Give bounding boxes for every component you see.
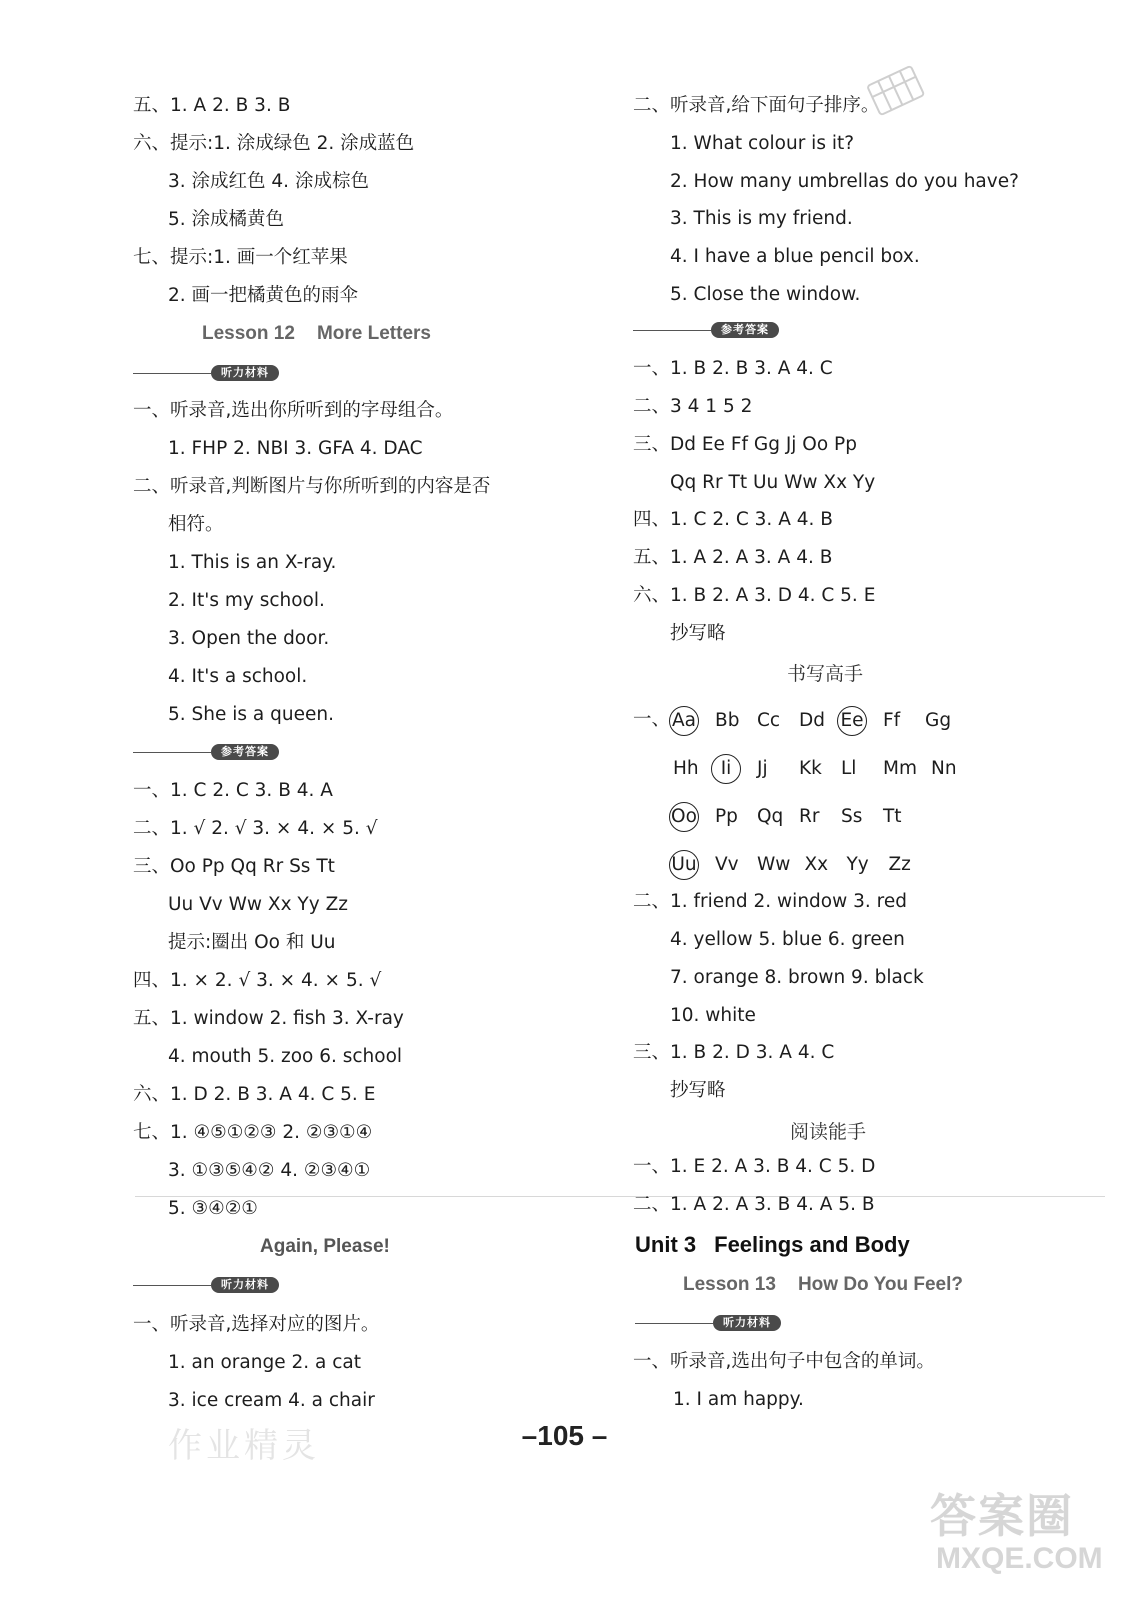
answer-line: 7. orange 8. brown 9. black: [670, 967, 924, 988]
question-line: 2. It's my school.: [168, 590, 325, 611]
answer-line: 二、1. A 2. A 3. B 4. A 5. B: [633, 1194, 875, 1215]
answer-line: 4. mouth 5. zoo 6. school: [168, 1046, 403, 1067]
answer-line: 抄写略: [670, 623, 726, 644]
letter-pair: [715, 754, 743, 784]
letter-pair: Ww: [757, 854, 791, 875]
lesson-number: Lesson 13: [683, 1274, 776, 1295]
answer-line: 六、1. D 2. B 3. A 4. C 5. E: [133, 1084, 376, 1105]
question-line: 2. How many umbrellas do you have?: [670, 171, 1019, 192]
tag-label: 参考答案: [711, 322, 779, 338]
answer-line: 三、Dd Ee Ff Gg Jj Oo Pp: [633, 434, 857, 455]
answer-line: 5. ③④②①: [168, 1198, 258, 1219]
circled-letter: Oo: [669, 802, 699, 832]
question-line: 1. What colour is it?: [670, 133, 855, 154]
question-line: 1. an orange 2. a cat: [168, 1352, 361, 1373]
letter-pair: Jj: [757, 758, 768, 779]
answer-line: 三、1. B 2. D 3. A 4. C: [633, 1042, 835, 1063]
question-line: 5. She is a queen.: [168, 704, 334, 725]
question-line: 4. I have a blue pencil box.: [670, 246, 920, 267]
answer-line: 五、1. A 2. B 3. B: [133, 95, 291, 116]
letter-pair: Pp: [715, 806, 738, 827]
answer-line: 七、提示:1. 画一个红苹果: [133, 247, 348, 268]
answer-line: 一、1. C 2. C 3. B 4. A: [133, 780, 333, 801]
circled-letter: Ii: [711, 754, 741, 784]
letter-pair: Ff: [883, 710, 901, 731]
answer-line: 三、Oo Pp Qq Rr Ss Tt: [133, 856, 335, 877]
letter-pair: Qq: [757, 806, 784, 827]
letter-pair: [673, 802, 701, 832]
letter-pair: Gg: [925, 710, 952, 731]
answer-line: 二、1. friend 2. window 3. red: [633, 891, 907, 912]
letter-pair: Bb: [715, 710, 740, 731]
question-line: 二、听录音,给下面句子排序。: [633, 95, 880, 116]
writing-prefix: 一、: [633, 709, 671, 730]
answer-line: 六、提示:1. 涂成绿色 2. 涂成蓝色: [133, 133, 415, 154]
letter-pair: [673, 706, 701, 736]
answer-line: 2. 画一把橘黄色的雨伞: [168, 285, 359, 306]
answer-line: 五、1. window 2. fish 3. X-ray: [133, 1008, 404, 1029]
letter-pair: Cc: [757, 710, 781, 731]
answer-line: 七、1. ④⑤①②③ 2. ②③①④: [133, 1122, 373, 1143]
letter-pair: Mm: [883, 758, 917, 779]
watermark-url: MXQE.COM: [936, 1542, 1103, 1575]
unit-3-heading: [635, 1232, 910, 1258]
watermark-logo-text: 答案圈: [930, 1489, 1074, 1543]
letter-row: [673, 802, 925, 832]
letter-pair: Vv: [715, 854, 739, 875]
lesson-title: How Do You Feel?: [797, 1274, 963, 1295]
tag-label: 听力材料: [211, 1277, 279, 1293]
answer-line: Qq Rr Tt Uu Ww Xx Yy: [670, 472, 876, 493]
question-line: 5. Close the window.: [670, 284, 861, 305]
tag-label: 听力材料: [211, 365, 279, 381]
answer-line: 四、1. C 2. C 3. A 4. B: [633, 509, 833, 530]
unit-title: Feelings and Body: [714, 1232, 910, 1257]
reading-section-title: 阅读能手: [790, 1121, 867, 1143]
answer-line: 抄写略: [670, 1080, 726, 1101]
lesson-number: Lesson 12: [202, 323, 295, 344]
lesson-title: More Letters: [316, 323, 431, 344]
answer-line: 四、1. × 2. √ 3. × 4. × 5. √: [133, 970, 382, 991]
answer-line: 提示:圈出 Oo 和 Uu: [168, 932, 336, 953]
letter-pair: Rr: [799, 806, 820, 827]
answer-line: 一、1. B 2. B 3. A 4. C: [633, 358, 833, 379]
unit-number: Unit 3: [635, 1232, 697, 1257]
page-number: –105 –: [521, 1420, 608, 1451]
question-line: 一、听录音,选择对应的图片。: [133, 1314, 380, 1335]
letter-pair: [841, 706, 869, 736]
letter-pair: [673, 850, 701, 880]
question-line: 3. This is my friend.: [670, 208, 853, 229]
letter-pair: Tt: [883, 806, 902, 827]
letter-row: [673, 850, 930, 880]
reference-answers-tag: [633, 322, 779, 338]
question-line: 1. This is an X-ray.: [168, 552, 337, 573]
question-line: 3. Open the door.: [168, 628, 330, 649]
circled-letter: Ee: [837, 706, 867, 736]
tag-label: 参考答案: [211, 744, 279, 760]
letter-pair: Ll: [841, 758, 857, 779]
answer-line: 一、1. E 2. A 3. B 4. C 5. D: [633, 1156, 876, 1177]
question-line: 二、听录音,判断图片与你所听到的内容是否: [133, 476, 491, 497]
question-line: 相符。: [168, 514, 224, 535]
answer-line: 10. white: [670, 1005, 756, 1026]
circled-letter: Uu: [669, 850, 699, 880]
answer-line: 六、1. B 2. A 3. D 4. C 5. E: [633, 585, 876, 606]
listening-material-tag: [133, 365, 279, 381]
letter-pair: Xx: [804, 854, 829, 875]
answer-line: 3. 涂成红色 4. 涂成棕色: [168, 171, 369, 192]
answer-line: 二、3 4 1 5 2: [633, 396, 753, 417]
letter-pair: Ss: [841, 806, 863, 827]
letter-pair: Kk: [799, 758, 822, 779]
listening-material-tag: [635, 1315, 781, 1331]
watermark-text: 作业精灵: [168, 1426, 320, 1466]
reference-answers-tag: [133, 744, 279, 760]
lesson-12-heading: [202, 323, 431, 345]
listening-material-tag: [133, 1277, 279, 1293]
circled-letter: Aa: [669, 706, 699, 736]
question-line: 1. FHP 2. NBI 3. GFA 4. DAC: [168, 438, 423, 459]
writing-section-title: 书写高手: [787, 663, 864, 685]
letter-pair: Yy: [846, 854, 869, 875]
question-line: 一、听录音,选出你所听到的字母组合。: [133, 400, 454, 421]
letter-row: [673, 706, 967, 736]
answer-line: 二、1. √ 2. √ 3. × 4. × 5. √: [133, 818, 378, 839]
question-line: 3. ice cream 4. a chair: [168, 1390, 375, 1411]
answer-line: 3. ①③⑤④② 4. ②③④①: [168, 1160, 371, 1181]
letter-pair: Hh: [673, 758, 699, 779]
watermark-logo: [930, 1480, 1120, 1595]
tag-label: 听力材料: [713, 1315, 781, 1331]
answer-line: Uu Vv Ww Xx Yy Zz: [168, 894, 348, 915]
question-line: 4. It's a school.: [168, 666, 308, 687]
letter-pair: Dd: [799, 710, 825, 731]
letter-pair: Zz: [888, 854, 911, 875]
again-please-heading: Again, Please!: [260, 1236, 390, 1257]
answer-line: 五、1. A 2. A 3. A 4. B: [633, 547, 833, 568]
answer-line: 4. yellow 5. blue 6. green: [670, 929, 905, 950]
letter-row: [673, 754, 973, 784]
lesson-13-heading: [683, 1274, 963, 1296]
letter-pair: Nn: [930, 758, 957, 779]
question-line: 一、听录音,选出句子中包含的单词。: [633, 1351, 935, 1372]
section-divider: [135, 1196, 1105, 1197]
answer-line: 5. 涂成橘黄色: [168, 209, 285, 230]
question-line: 1. I am happy.: [673, 1389, 804, 1410]
